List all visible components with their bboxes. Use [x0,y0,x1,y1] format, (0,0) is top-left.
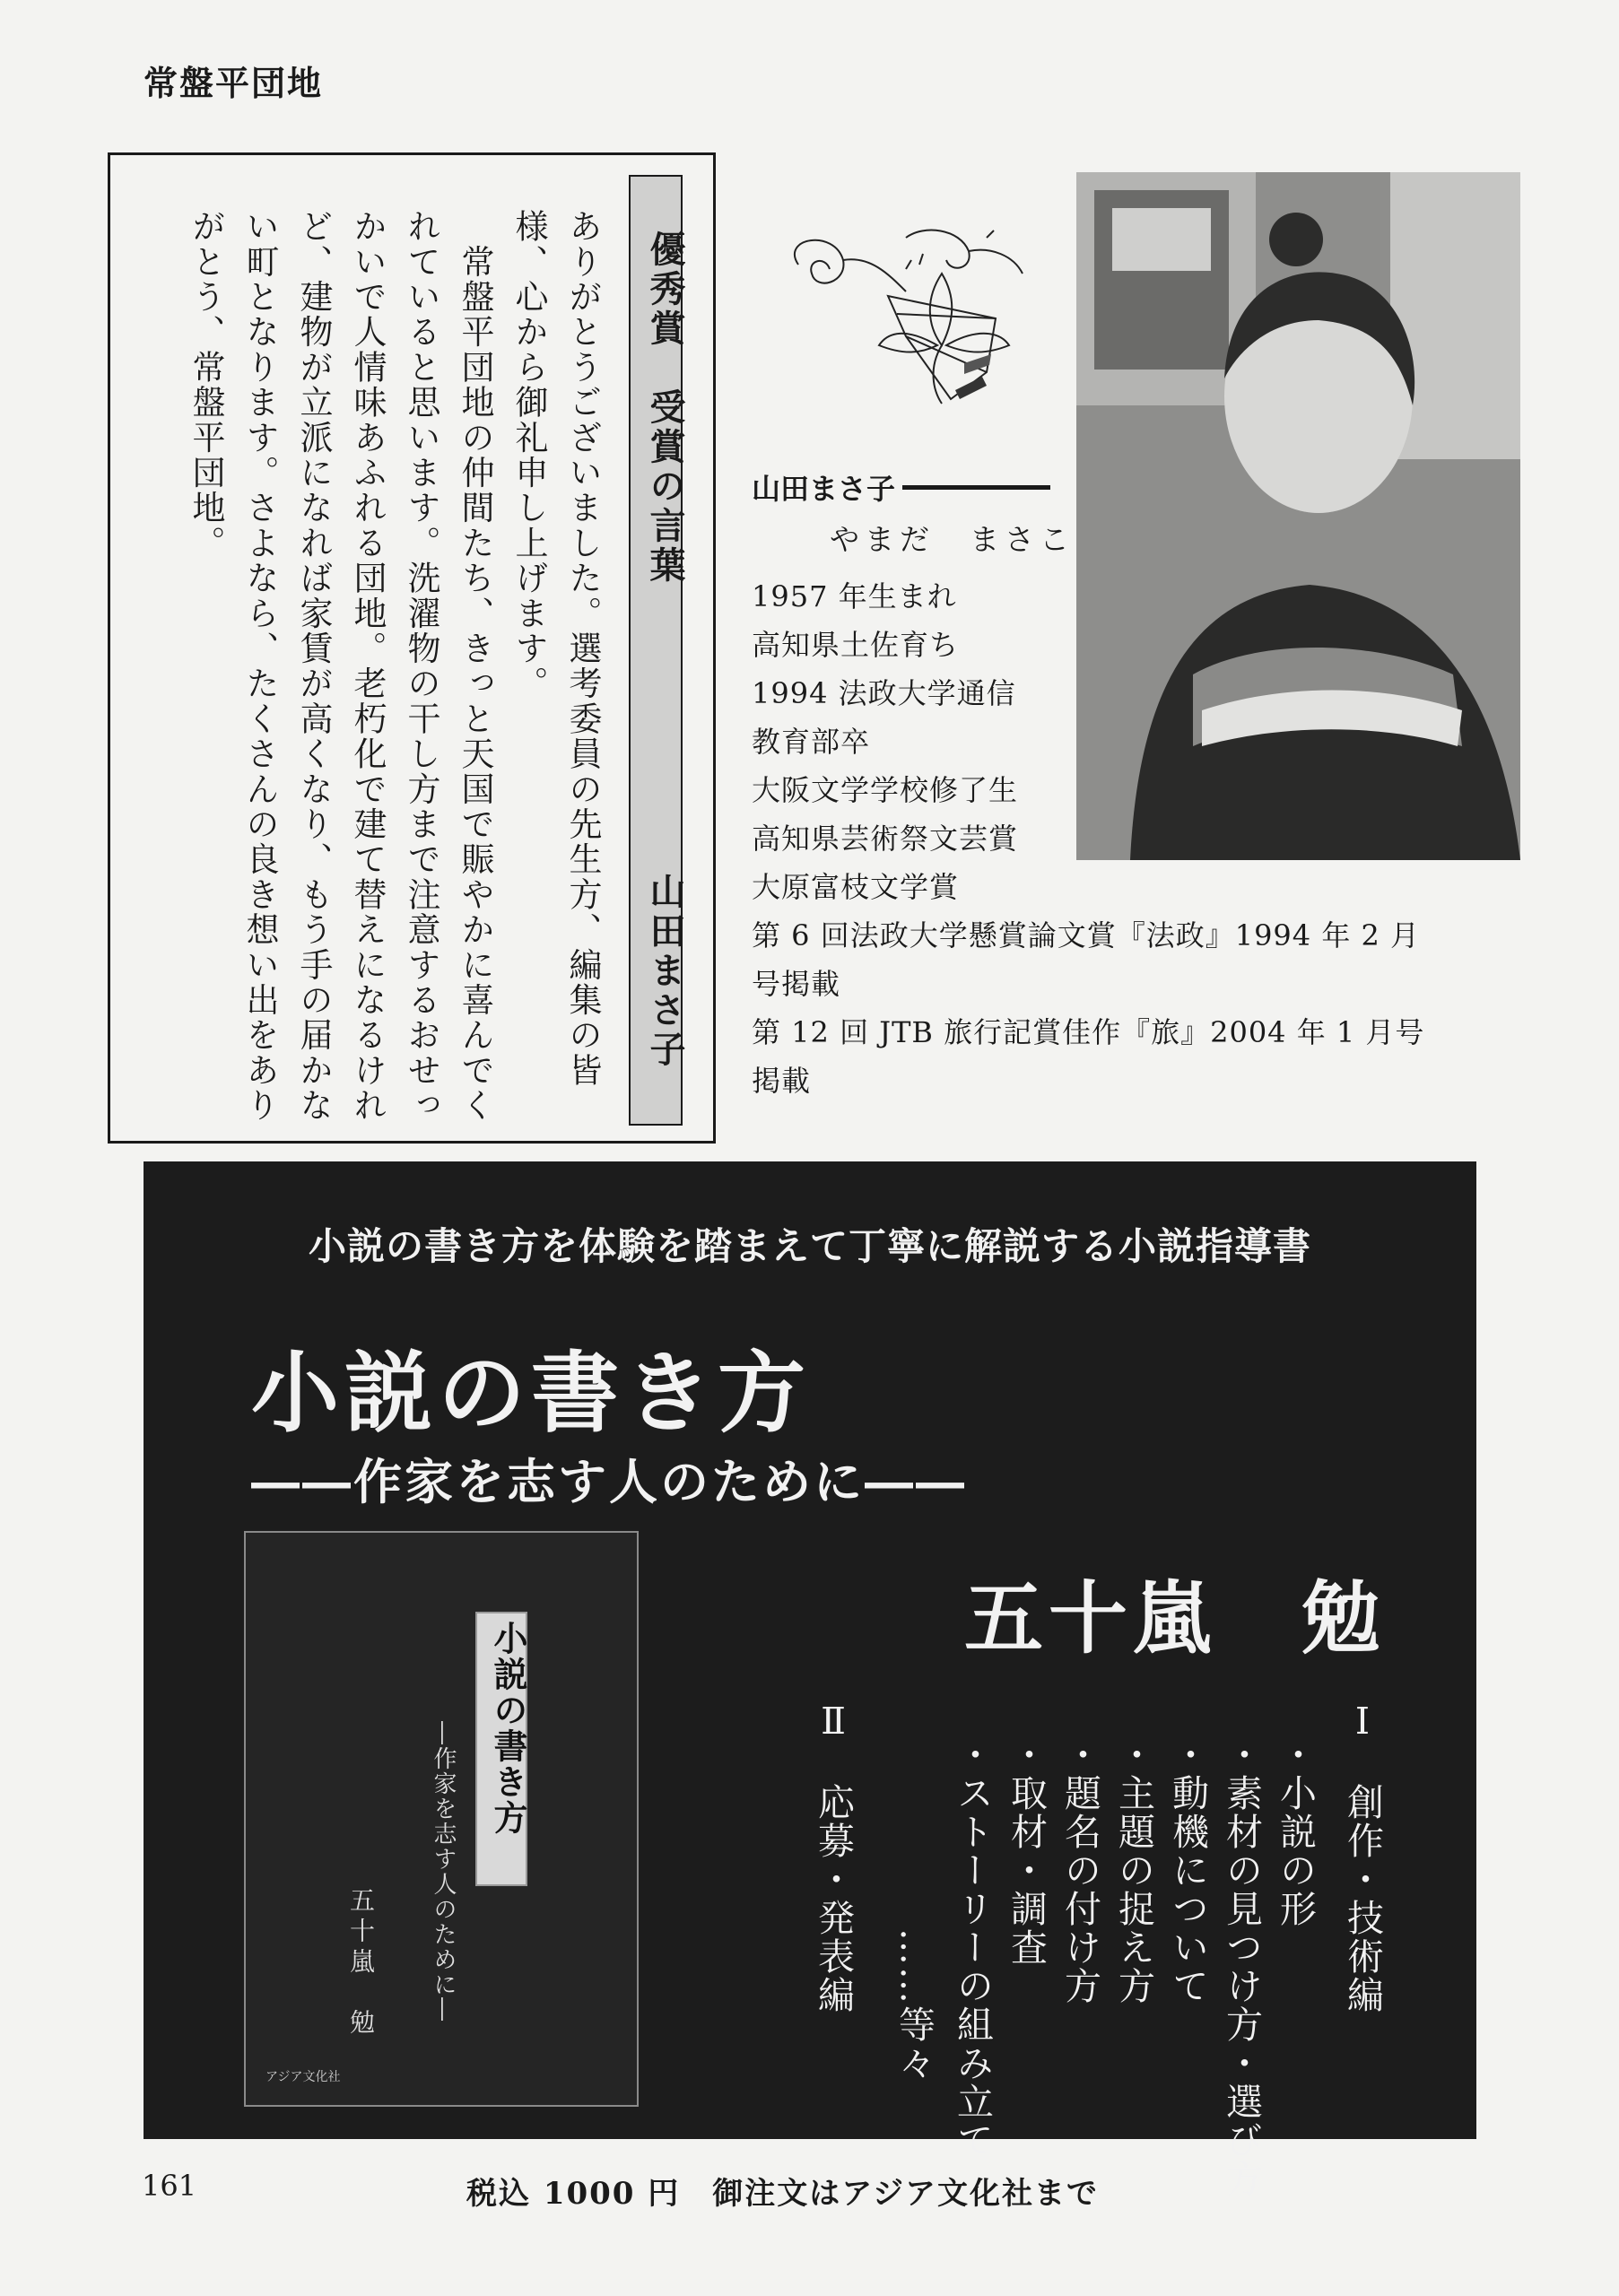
award-author: 山田まさ子 [644,873,686,1070]
contents-line: ・素材の見つけ方・選び方 [1220,1735,1263,2198]
speech-line: れていると思います。洗濯物の干し方まで注意するおせっ [402,209,440,1124]
contents-line: ・主題の捉え方 [1112,1735,1155,2005]
contents-line: ……等々 [892,1735,936,2083]
ad-book-subtitle: ――作家を志す人のために―― [251,1453,967,1510]
contents-line: ・小説の形 [1274,1735,1317,1928]
contents-line: Ⅱ 応募・発表編 [812,1700,855,2014]
ad-book-author: 五十嵐 勉 [964,1571,1387,1665]
speech-line: 様、心から御礼申し上げます。 [509,209,548,701]
bio-name-rule [902,485,1050,490]
bio-name: 山田まさ子 [752,472,896,506]
contents-line: ・取材・調査 [1005,1735,1048,1967]
running-head: 常盤平団地 [144,63,324,103]
bio-line: 第 6 回法政大学懸賞論文賞『法政』1994 年 2 月 [752,918,1421,952]
award-speech-box [108,152,716,1144]
bio-line: 高知県芸術祭文芸賞 [752,822,1019,856]
contents-line: ・動機について [1166,1735,1209,2005]
bio-line: 1957 年生まれ [752,579,957,613]
contents-line: Ⅰ 創作・技術編 [1341,1700,1384,2014]
bio-line: 教育部卒 [752,725,871,759]
speech-line: がとう、常盤平団地。 [187,209,225,561]
contents-line: ・ストーリーの組み立て [951,1735,994,2160]
cover-author: 五十嵐 勉 [346,1887,376,2039]
speech-line: 常盤平団地の仲間たち、きっと天国で賑やかに喜んでく [456,209,494,1124]
bio-line: 号掲載 [752,967,841,1001]
award-title-band [629,175,686,1126]
bio-line: 1994 法政大学通信 [752,676,1016,710]
cover-publisher: アジア文化社 [265,2070,341,2084]
cover-title-label [475,1612,527,1886]
bio-line: 大原富枝文学賞 [752,870,960,904]
cover-subtitle: ―作家を志す人のために― [430,1721,457,2022]
bio-name-reading: やまだ まさこ [830,522,1075,557]
bio-line: 高知県土佐育ち [752,628,960,662]
book-cover-image [244,1531,639,2107]
ad-book-title: 小説の書き方 [251,1342,812,1445]
award-title: 優秀賞 受賞の言葉 [644,230,686,586]
author-photo [1076,172,1520,860]
speech-line: い町となります。さよなら、たくさんの良き想い出をあり [240,209,279,1124]
contents-line: ・題名の付け方 [1058,1735,1101,2005]
bio-line: 第 12 回 JTB 旅行記賞佳作『旅』2004 年 1 月号 [752,1015,1425,1049]
bio-line: 大阪文学学校修了生 [752,773,1019,807]
speech-line: かいで人情味あふれる団地。老朽化で建て替えになるけれ [348,209,387,1124]
bio-line: 掲載 [752,1064,812,1098]
speech-line: ありがとうございました。選考委員の先生方、編集の皆 [563,209,602,1088]
cover-title: 小説の書き方 [488,1621,528,1836]
order-info: 税込 1000 円 御注文はアジア文化社まで [466,2176,1099,2212]
flower-sketch-illustration [771,220,1067,426]
bio-name-row [752,466,1050,508]
page-number: 161 [142,2169,197,2203]
speech-line: ど、建物が立派になれば家賃が高くなり、もう手の届かな [294,209,333,1124]
ad-tagline: 小説の書き方を体験を踏まえて丁寧に解説する小説指導書 [308,1224,1311,1268]
